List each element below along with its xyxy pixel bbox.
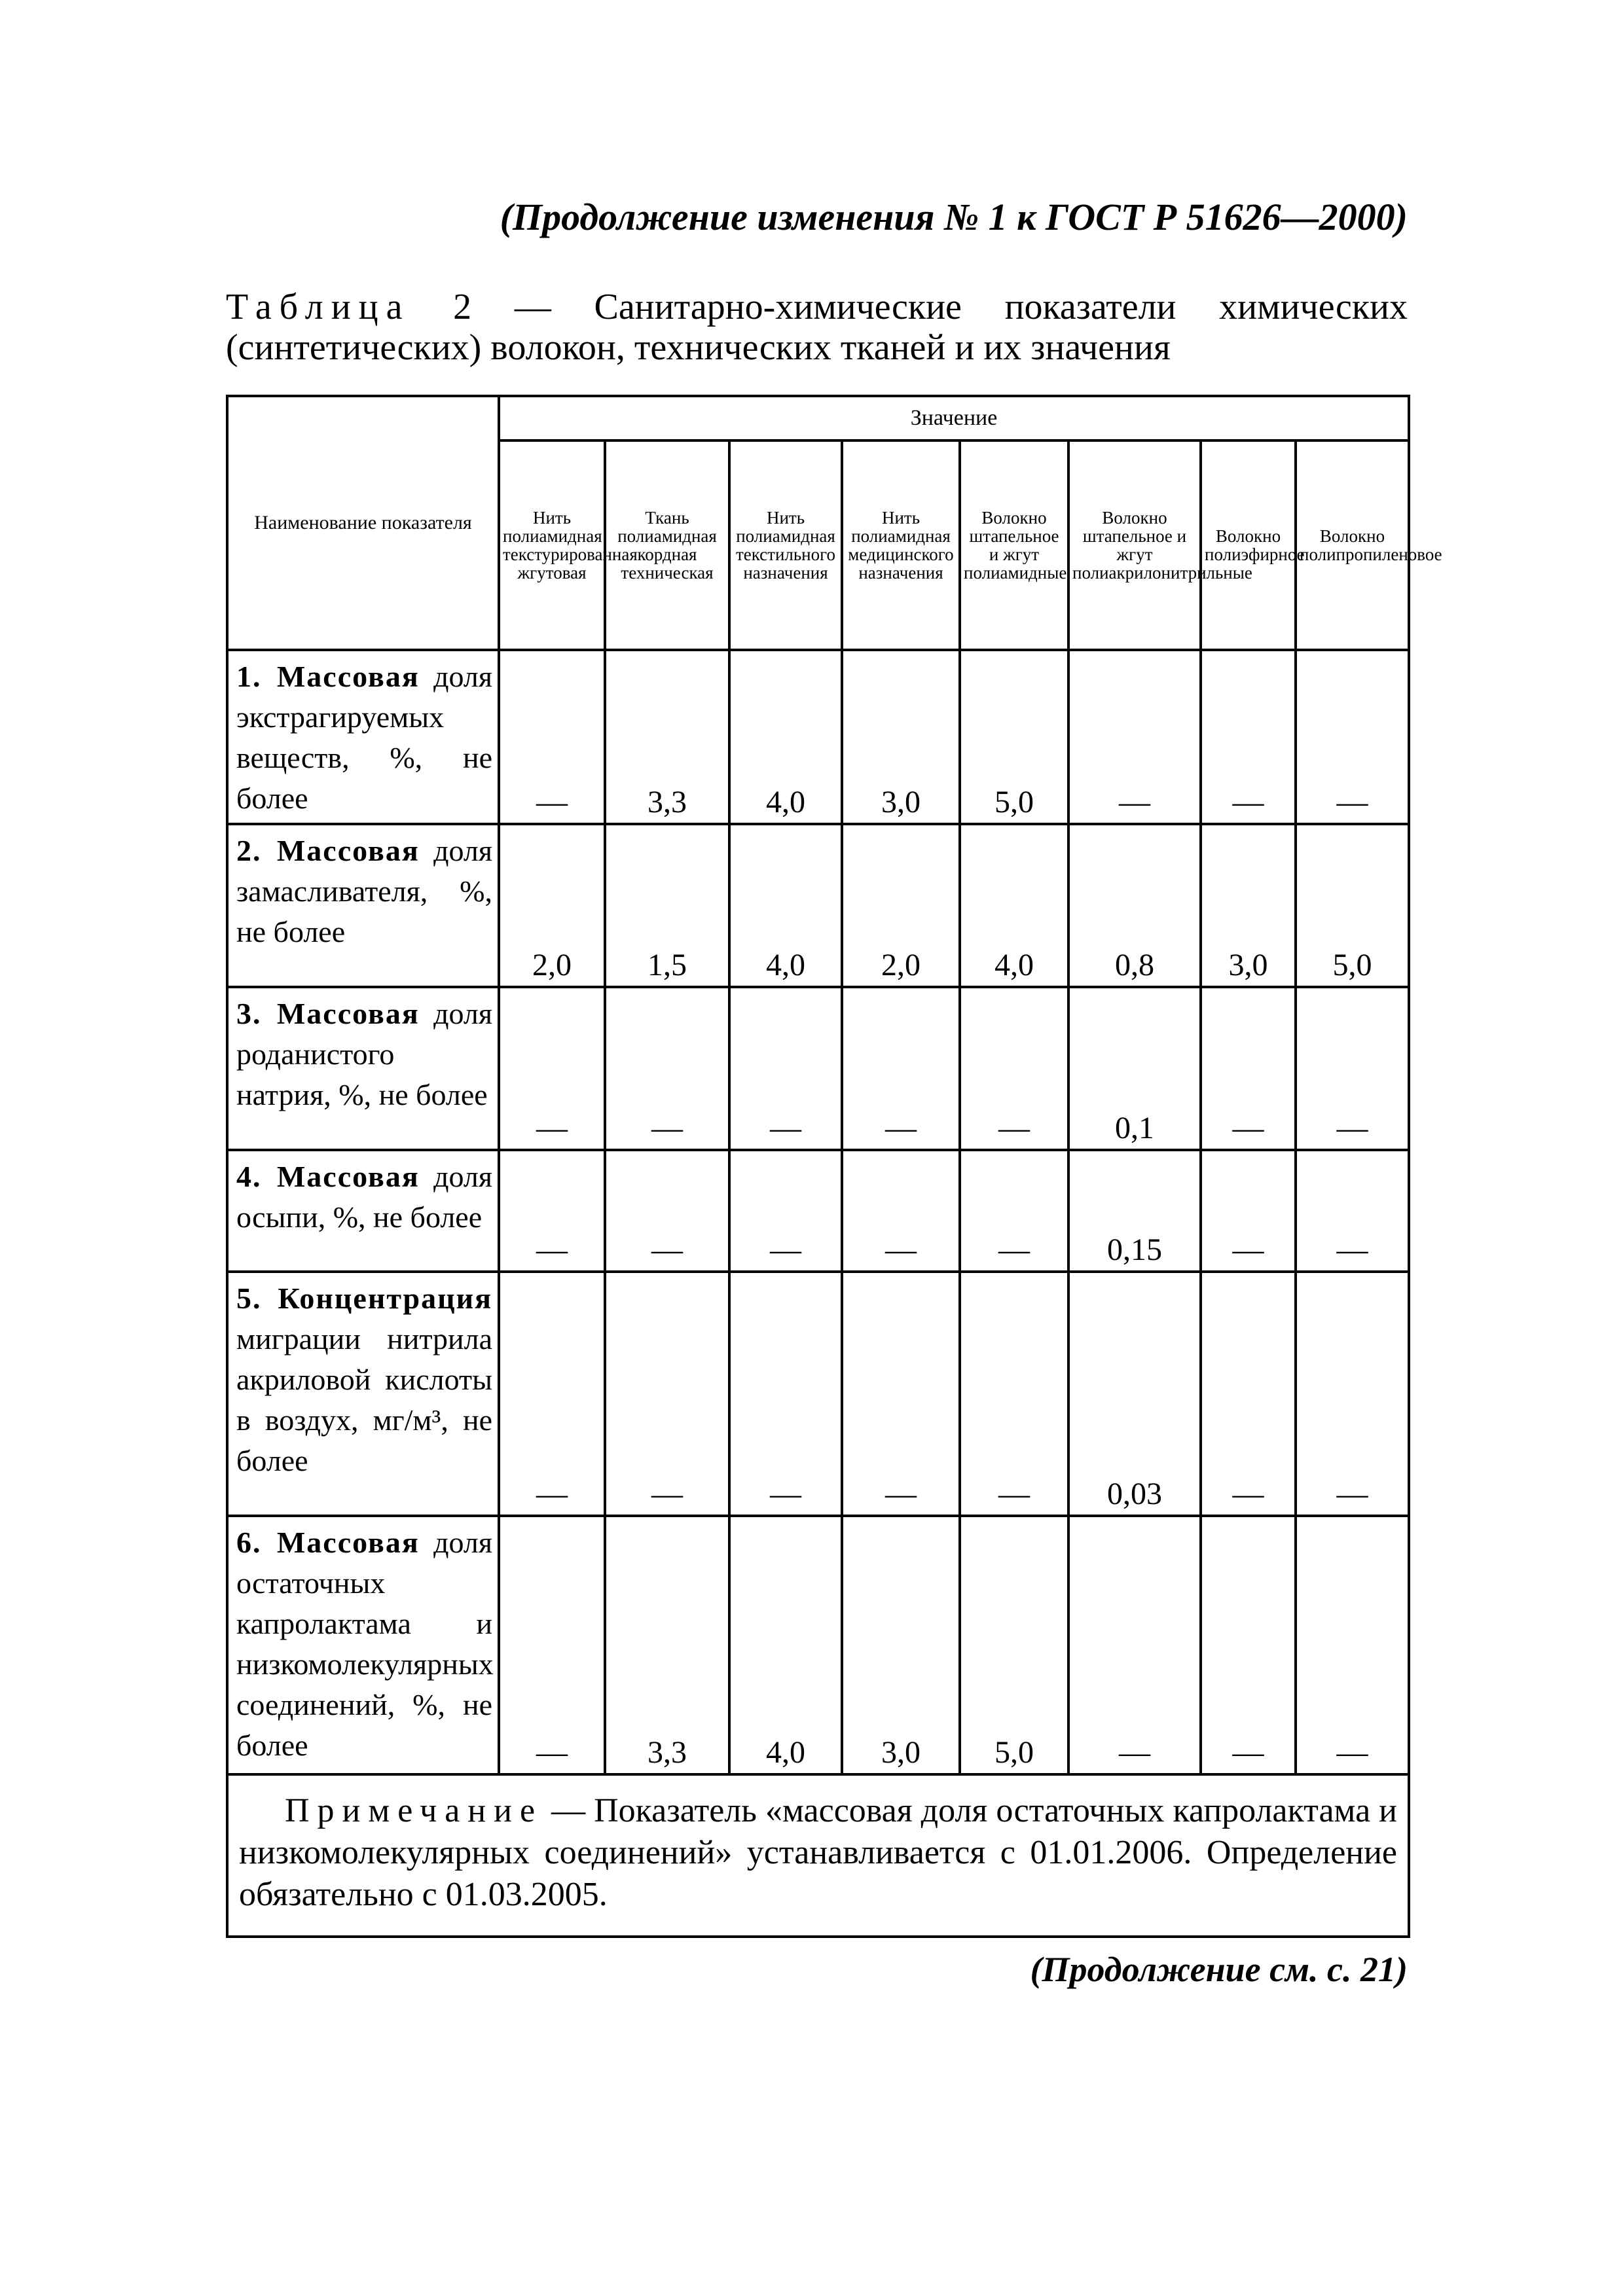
value-cell: — [1201,1516,1296,1774]
value-cell: — [1296,650,1409,824]
row-text: доля замасливателя, %, не более [236,834,492,948]
value-cell: — [1296,1272,1409,1516]
row-text: миграции нитрила акриловой кислоты в воздух, мг/м³, не более [236,1322,492,1477]
row-text: доля осыпи, %, не более [236,1160,492,1234]
note-cell [227,1774,1409,1937]
value-cell: — [605,987,729,1150]
value-cell: 2,0 [499,824,605,987]
value-cell: 4,0 [960,824,1068,987]
value-cell: 4,0 [729,650,842,824]
value-cell: 3,0 [842,1516,960,1774]
caption-label: Таблица [226,287,410,327]
row-number: 5. Концентрация [236,1282,492,1315]
value-cell: — [842,1272,960,1516]
value-cell: — [1201,987,1296,1150]
continuation-footer: (Продолжение см. с. 21) [1030,1950,1408,1989]
value-cell: — [960,987,1068,1150]
column-header-3: Нить полиамидная текстильного назначения [729,440,842,650]
value-cell: — [842,987,960,1150]
row-number: 6. Массовая [236,1526,420,1559]
value-cell: — [729,1272,842,1516]
note-text: — Показатель «массовая доля остаточных капролактама и низкомолекулярных соединений» устанавливается с 01.01.2006. Определение обязательно с 01.03.2005. [239,1792,1398,1913]
row-number: 3. Массовая [236,997,420,1030]
column-header-8: Волокно полипропиленовое [1296,440,1409,650]
value-cell: — [1068,1516,1201,1774]
table-row [227,987,1409,1150]
value-cell: — [499,1150,605,1272]
row-text: доля роданистого натрия, %, не более [236,997,492,1111]
value-cell: 0,8 [1068,824,1201,987]
table-row [227,1516,1409,1774]
row-text: доля экстрагируемых веществ, %, не более [236,660,492,815]
table-row [227,650,1409,824]
row-label [227,1150,499,1272]
value-cell: — [1201,1272,1296,1516]
value-cell: 0,15 [1068,1150,1201,1272]
value-cell: 3,0 [1201,824,1296,987]
value-cell: 1,5 [605,824,729,987]
header-row-top [227,396,1409,440]
row-number: 2. Массовая [236,834,420,867]
value-cell: — [1296,987,1409,1150]
note-label: Примечание [285,1792,543,1829]
value-cell: 5,0 [1296,824,1409,987]
table-row [227,1272,1409,1516]
value-cell: — [605,1272,729,1516]
row-label [227,1516,499,1774]
value-group-header: Значение [499,396,1409,440]
name-column-header: Наименование показателя [227,396,499,650]
value-cell: 3,0 [842,650,960,824]
table-row [227,1150,1409,1272]
table-row [227,824,1409,987]
value-cell: — [960,1150,1068,1272]
continuation-header: (Продолжение изменения № 1 к ГОСТ Р 51626—2000) [500,196,1408,238]
caption-text: 2 — Санитарно-химические показатели химических (синтетических) волокон, технических тканей и их значения [226,287,1408,368]
row-text: доля остаточных капролактама и низкомолекулярных соединений, %, не более [236,1526,494,1762]
row-label [227,650,499,824]
value-cell: — [605,1150,729,1272]
value-cell: — [842,1150,960,1272]
value-cell: — [1296,1516,1409,1774]
column-header-1: Нить полиамидная текстурированная жгутовая [499,440,605,650]
row-label [227,824,499,987]
value-cell: 4,0 [729,824,842,987]
value-cell: — [960,1272,1068,1516]
value-cell: — [1068,650,1201,824]
value-cell: — [1201,1150,1296,1272]
value-cell: — [499,987,605,1150]
row-number: 4. Массовая [236,1160,420,1193]
value-cell: — [499,650,605,824]
value-cell: — [1201,650,1296,824]
value-cell: — [499,1516,605,1774]
value-cell: 0,1 [1068,987,1201,1150]
value-cell: — [729,987,842,1150]
indicators-table [226,395,1442,1938]
column-header-6: Волокно штапельное и жгут полиакрилонитрильные [1068,440,1201,650]
value-cell: 4,0 [729,1516,842,1774]
value-cell: 3,3 [605,1516,729,1774]
row-label [227,987,499,1150]
note-row [227,1774,1409,1937]
value-cell: 5,0 [960,1516,1068,1774]
value-cell: 3,3 [605,650,729,824]
column-header-2: Ткань полиамидная кордная техническая [605,440,729,650]
row-number: 1. Массовая [236,660,420,693]
value-cell: 0,03 [1068,1272,1201,1516]
value-cell: — [729,1150,842,1272]
value-cell: 5,0 [960,650,1068,824]
value-cell: 2,0 [842,824,960,987]
column-header-7: Волокно полиэфирное [1201,440,1296,650]
column-header-4: Нить полиамидная медицинского назначения [842,440,960,650]
table-caption [226,287,1408,368]
row-label [227,1272,499,1516]
column-header-5: Волокно штапельное и жгут полиамидные [960,440,1068,650]
value-cell: — [499,1272,605,1516]
value-cell: — [1296,1150,1409,1272]
